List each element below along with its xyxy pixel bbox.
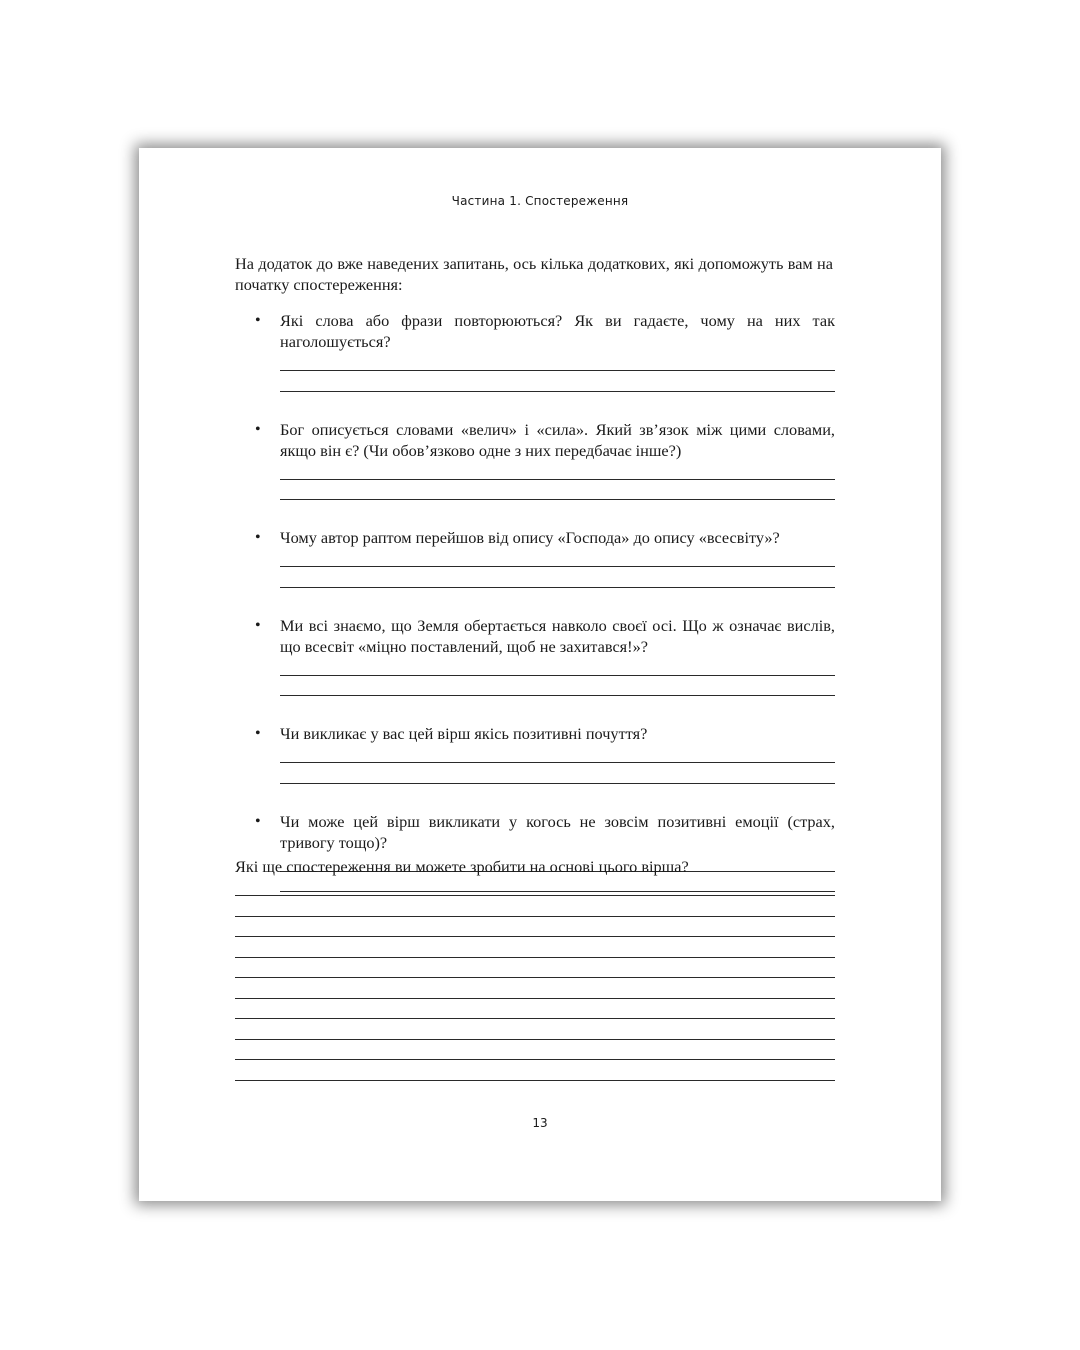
answer-line[interactable] — [280, 567, 835, 588]
answer-line[interactable] — [235, 917, 835, 938]
question-text: Чому автор раптом перейшов від опису «Господа» до опису «всесвіту»? — [280, 528, 780, 547]
answer-line[interactable] — [235, 896, 835, 917]
answer-line[interactable] — [235, 937, 835, 958]
final-question-block — [235, 856, 835, 1081]
question-item — [235, 419, 835, 501]
bullet-icon: • — [255, 420, 261, 438]
answer-line[interactable] — [280, 461, 835, 480]
running-head: Частина 1. Спостереження — [451, 194, 629, 208]
question-text: Ми всі знаємо, що Земля обертається навколо своєї осі. Що ж означає вислів, що всесвіт «міцно поставлений, щоб не захитався!»? — [280, 615, 835, 656]
answer-line[interactable] — [235, 877, 835, 896]
question-list — [235, 310, 835, 919]
answer-line[interactable] — [280, 676, 835, 697]
question-text: Чи викликає у вас цей вірш якісь позитивні почуття? — [280, 724, 648, 743]
answer-line[interactable] — [235, 1040, 835, 1061]
answer-line[interactable] — [280, 480, 835, 501]
answer-line[interactable] — [235, 1060, 835, 1081]
final-prompt: Які ще спостереження ви можете зробити на основі цього вірша? — [235, 857, 689, 876]
question-item — [235, 615, 835, 697]
document-page — [139, 148, 941, 1201]
answer-line[interactable] — [280, 352, 835, 371]
question-item — [235, 310, 835, 392]
answer-line[interactable] — [280, 548, 835, 567]
question-item — [235, 527, 835, 588]
answer-line[interactable] — [280, 744, 835, 763]
bullet-icon: • — [255, 725, 261, 742]
answer-line[interactable] — [235, 1019, 835, 1040]
bullet-icon: • — [255, 616, 261, 634]
question-item — [235, 723, 835, 784]
question-text: Які слова або фрази повторюються? Як ви гадаєте, чому на них так наголошується? — [280, 311, 835, 351]
answer-line[interactable] — [280, 763, 835, 784]
question-text: Бог описується словами «велич» і «сила». Який зв’язок між цими словами, якщо він є? (Чи обов’язково одне з них передбачає інше?) — [280, 419, 835, 460]
answer-line[interactable] — [235, 999, 835, 1020]
answer-line[interactable] — [280, 657, 835, 676]
question-text: Чи може цей вірш викликати у когось не зовсім позитивні емоції (страх, тривогу тощо)? — [280, 811, 835, 852]
bullet-icon: • — [255, 812, 261, 830]
page-number: 13 — [532, 1116, 548, 1130]
answer-line[interactable] — [280, 371, 835, 392]
answer-line[interactable] — [235, 958, 835, 979]
bullet-icon: • — [255, 312, 261, 329]
intro-paragraph: На додаток до вже наведених запитань, ось кілька додаткових, які допоможуть вам на початку спостереження: — [235, 254, 833, 294]
answer-line[interactable] — [235, 978, 835, 999]
bullet-icon: • — [255, 529, 261, 546]
